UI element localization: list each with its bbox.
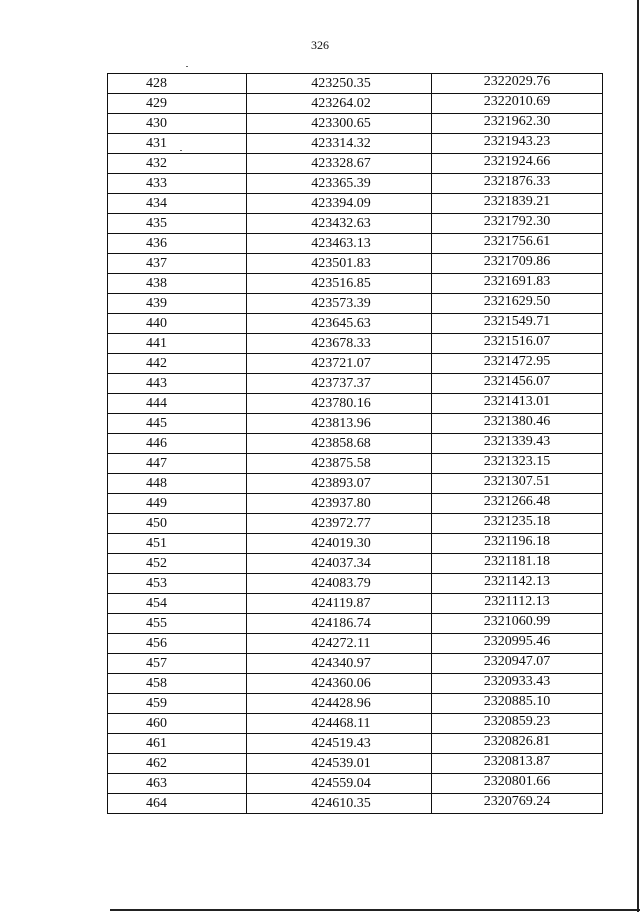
x-coordinate-cell: 424037.34 [247,554,432,574]
y-coordinate-cell: 2321339.43 [432,434,603,454]
table-row [108,154,603,174]
y-coordinate-cell: 2321691.83 [432,274,603,294]
y-coordinate-cell: 2322029.76 [432,74,603,94]
x-coordinate-cell: 424428.96 [247,694,432,714]
x-coordinate-cell: 424360.06 [247,674,432,694]
point-number-cell: 455 [108,614,247,634]
scan-right-border [637,0,639,912]
x-coordinate-cell: 423328.67 [247,154,432,174]
y-coordinate-cell: 2321413.01 [432,394,603,414]
table-row [108,554,603,574]
x-coordinate-cell: 423394.09 [247,194,432,214]
table-row [108,94,603,114]
table-row [108,474,603,494]
x-coordinate-cell: 423780.16 [247,394,432,414]
table-row [108,734,603,754]
point-number-cell: 431 [108,134,247,154]
point-number-cell: 435 [108,214,247,234]
point-number-cell: 457 [108,654,247,674]
point-number-cell: 436 [108,234,247,254]
point-number-cell: 445 [108,414,247,434]
table-row [108,534,603,554]
point-number-cell: 444 [108,394,247,414]
table-row [108,174,603,194]
y-coordinate-cell: 2321839.21 [432,194,603,214]
x-coordinate-cell: 423721.07 [247,354,432,374]
y-coordinate-cell: 2321943.23 [432,134,603,154]
coordinate-table [107,73,603,814]
x-coordinate-cell: 423264.02 [247,94,432,114]
x-coordinate-cell: 423463.13 [247,234,432,254]
x-coordinate-cell: 423937.80 [247,494,432,514]
table-row [108,614,603,634]
y-coordinate-cell: 2321196.18 [432,534,603,554]
point-number-cell: 461 [108,734,247,754]
table-row [108,274,603,294]
point-number-cell: 456 [108,634,247,654]
y-coordinate-cell: 2321792.30 [432,214,603,234]
table-row [108,454,603,474]
x-coordinate-cell: 424539.01 [247,754,432,774]
table-row [108,254,603,274]
table-row [108,494,603,514]
table-row [108,434,603,454]
coordinate-table-body [108,74,603,814]
point-number-cell: 463 [108,774,247,794]
point-number-cell: 433 [108,174,247,194]
table-row [108,134,603,154]
y-coordinate-cell: 2320947.07 [432,654,603,674]
table-row [108,414,603,434]
x-coordinate-cell: 423250.35 [247,74,432,94]
point-number-cell: 462 [108,754,247,774]
point-number-cell: 428 [108,74,247,94]
y-coordinate-cell: 2321962.30 [432,114,603,134]
y-coordinate-cell: 2321235.18 [432,514,603,534]
scan-bottom-border [110,909,640,911]
y-coordinate-cell: 2321112.13 [432,594,603,614]
y-coordinate-cell: 2320859.23 [432,714,603,734]
y-coordinate-cell: 2321142.13 [432,574,603,594]
x-coordinate-cell: 423737.37 [247,374,432,394]
x-coordinate-cell: 424559.04 [247,774,432,794]
y-coordinate-cell: 2320995.46 [432,634,603,654]
x-coordinate-cell: 424468.11 [247,714,432,734]
y-coordinate-cell: 2321876.33 [432,174,603,194]
table-row [108,574,603,594]
point-number-cell: 446 [108,434,247,454]
y-coordinate-cell: 2321060.99 [432,614,603,634]
x-coordinate-cell: 424119.87 [247,594,432,614]
y-coordinate-cell: 2321456.07 [432,374,603,394]
x-coordinate-cell: 424340.97 [247,654,432,674]
point-number-cell: 464 [108,794,247,814]
x-coordinate-cell: 423893.07 [247,474,432,494]
table-row [108,654,603,674]
y-coordinate-cell: 2321380.46 [432,414,603,434]
point-number-cell: 452 [108,554,247,574]
point-number-cell: 458 [108,674,247,694]
table-row [108,754,603,774]
y-coordinate-cell: 2320813.87 [432,754,603,774]
point-number-cell: 443 [108,374,247,394]
point-number-cell: 449 [108,494,247,514]
scan-speck [186,66,188,67]
table-row [108,294,603,314]
x-coordinate-cell: 423516.85 [247,274,432,294]
x-coordinate-cell: 423573.39 [247,294,432,314]
table-row [108,634,603,654]
y-coordinate-cell: 2321472.95 [432,354,603,374]
table-row [108,314,603,334]
y-coordinate-cell: 2320933.43 [432,674,603,694]
x-coordinate-cell: 423678.33 [247,334,432,354]
y-coordinate-cell: 2321266.48 [432,494,603,514]
x-coordinate-cell: 423813.96 [247,414,432,434]
table-row [108,674,603,694]
y-coordinate-cell: 2320885.10 [432,694,603,714]
y-coordinate-cell: 2321516.07 [432,334,603,354]
table-row [108,74,603,94]
y-coordinate-cell: 2321549.71 [432,314,603,334]
x-coordinate-cell: 423314.32 [247,134,432,154]
point-number-cell: 434 [108,194,247,214]
x-coordinate-cell: 423300.65 [247,114,432,134]
y-coordinate-cell: 2321629.50 [432,294,603,314]
point-number-cell: 454 [108,594,247,614]
table-row [108,214,603,234]
x-coordinate-cell: 424083.79 [247,574,432,594]
y-coordinate-cell: 2321709.86 [432,254,603,274]
point-number-cell: 437 [108,254,247,274]
point-number-cell: 441 [108,334,247,354]
y-coordinate-cell: 2320769.24 [432,794,603,814]
x-coordinate-cell: 423501.83 [247,254,432,274]
x-coordinate-cell: 424019.30 [247,534,432,554]
point-number-cell: 439 [108,294,247,314]
point-number-cell: 429 [108,94,247,114]
table-row [108,234,603,254]
y-coordinate-cell: 2320826.81 [432,734,603,754]
point-number-cell: 453 [108,574,247,594]
x-coordinate-cell: 424186.74 [247,614,432,634]
x-coordinate-cell: 423972.77 [247,514,432,534]
y-coordinate-cell: 2322010.69 [432,94,603,114]
point-number-cell: 438 [108,274,247,294]
x-coordinate-cell: 423858.68 [247,434,432,454]
table-row [108,694,603,714]
table-row [108,334,603,354]
table-row [108,374,603,394]
x-coordinate-cell: 424610.35 [247,794,432,814]
x-coordinate-cell: 423432.63 [247,214,432,234]
x-coordinate-cell: 424272.11 [247,634,432,654]
point-number-cell: 430 [108,114,247,134]
point-number-cell: 451 [108,534,247,554]
point-number-cell: 450 [108,514,247,534]
y-coordinate-cell: 2321756.61 [432,234,603,254]
table-row [108,794,603,814]
point-number-cell: 442 [108,354,247,374]
table-row [108,394,603,414]
point-number-cell: 447 [108,454,247,474]
point-number-cell: 432 [108,154,247,174]
point-number-cell: 460 [108,714,247,734]
x-coordinate-cell: 424519.43 [247,734,432,754]
table-row [108,594,603,614]
x-coordinate-cell: 423875.58 [247,454,432,474]
x-coordinate-cell: 423365.39 [247,174,432,194]
y-coordinate-cell: 2321924.66 [432,154,603,174]
point-number-cell: 440 [108,314,247,334]
table-row [108,354,603,374]
page-number: 326 [311,38,329,52]
y-coordinate-cell: 2321307.51 [432,474,603,494]
point-number-cell: 448 [108,474,247,494]
table-row [108,514,603,534]
table-row [108,774,603,794]
point-number-cell: 459 [108,694,247,714]
y-coordinate-cell: 2321181.18 [432,554,603,574]
y-coordinate-cell: 2320801.66 [432,774,603,794]
table-row [108,714,603,734]
table-row [108,194,603,214]
table-row [108,114,603,134]
x-coordinate-cell: 423645.63 [247,314,432,334]
y-coordinate-cell: 2321323.15 [432,454,603,474]
